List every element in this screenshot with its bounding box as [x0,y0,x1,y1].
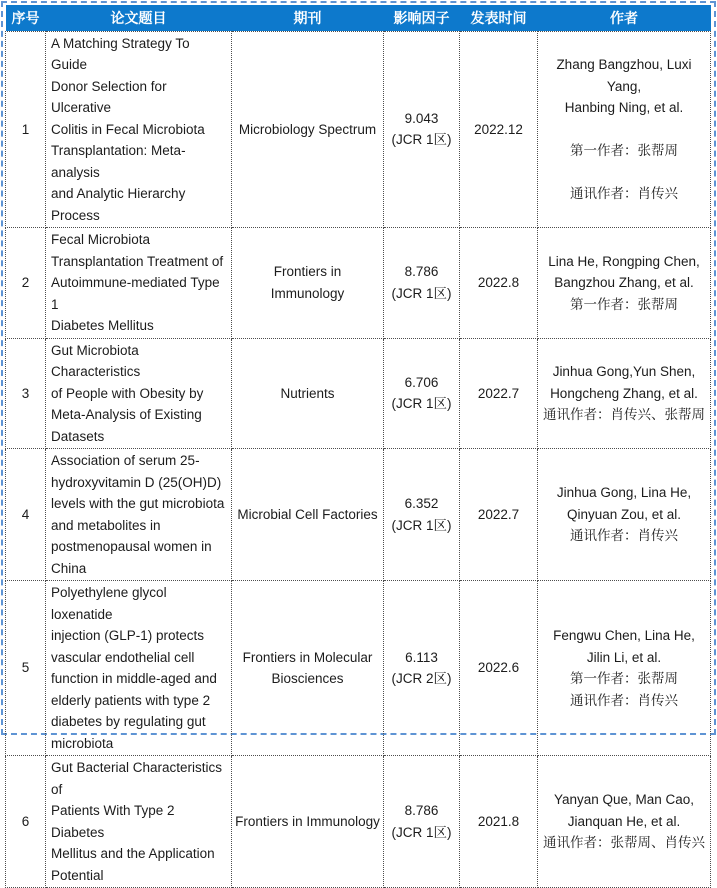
column-header-paper-title[interactable]: 论文题目 [46,5,232,31]
publish-date-cell[interactable]: 2022.6 [460,581,538,756]
row-number-cell[interactable]: 4 [6,449,46,581]
paper-title-cell[interactable]: Gut Microbiota Characteristics of People with Obesity by Meta-Analysis of Existing Datasets [46,338,232,449]
row-number-cell[interactable]: 3 [6,338,46,449]
publish-date-cell[interactable]: 2022.8 [460,228,538,339]
table-row [6,756,711,888]
column-header-journal[interactable]: 期刊 [232,5,384,31]
publish-date-cell[interactable]: 2022.12 [460,31,538,228]
papers-tbody [6,31,711,888]
paper-title-cell[interactable]: Fecal Microbiota Transplantation Treatment of Autoimmune-mediated Type 1 Diabetes Mellitus [46,228,232,339]
paper-title-cell[interactable]: A Matching Strategy To Guide Donor Selection for Ulcerative Colitis in Fecal Microbiota Transplantation: Meta-analysis and Analytic Hierarchy Process [46,31,232,228]
journal-cell[interactable]: Microbial Cell Factories [232,449,384,581]
journal-cell[interactable]: Frontiers in Molecular Biosciences [232,581,384,756]
paper-title-cell[interactable]: Polyethylene glycol loxenatide injection (GLP-1) protects vascular endothelial cell function in middle-aged and elderly patients with type 2 diabetes by regulating gut microbiota [46,581,232,756]
row-number-cell[interactable]: 6 [6,756,46,888]
table-row [6,449,711,581]
impact-factor-cell[interactable]: 9.043 (JCR 1区) [384,31,460,228]
table-row [6,338,711,449]
row-number-cell[interactable]: 2 [6,228,46,339]
authors-cell[interactable]: Jinhua Gong,Yun Shen, Hongcheng Zhang, et al. 通讯作者：肖传兴、张帮周 [538,338,711,449]
column-header-index[interactable]: 序号 [6,5,46,31]
impact-factor-cell[interactable]: 6.706 (JCR 1区) [384,338,460,449]
papers-table [5,5,711,888]
table-row [6,581,711,756]
column-header-publish-date[interactable]: 发表时间 [460,5,538,31]
table-row [6,31,711,228]
journal-cell[interactable]: Frontiers in Immunology [232,228,384,339]
journal-cell[interactable]: Microbiology Spectrum [232,31,384,228]
row-number-cell[interactable]: 1 [6,31,46,228]
impact-factor-cell[interactable]: 8.786 (JCR 1区) [384,228,460,339]
publish-date-cell[interactable]: 2022.7 [460,449,538,581]
publish-date-cell[interactable]: 2022.7 [460,338,538,449]
authors-cell[interactable]: Lina He, Rongping Chen, Bangzhou Zhang, et al. 第一作者：张帮周 [538,228,711,339]
paper-title-cell[interactable]: Gut Bacterial Characteristics of Patients With Type 2 Diabetes Mellitus and the Application Potential [46,756,232,888]
paper-title-cell[interactable]: Association of serum 25- hydroxyvitamin D (25(OH)D) levels with the gut microbiota and metabolites in postmenopausal women in China [46,449,232,581]
authors-cell[interactable]: Zhang Bangzhou, Luxi Yang, Hanbing Ning, et al. 第一作者：张帮周 通讯作者：肖传兴 [538,31,711,228]
authors-cell[interactable]: Fengwu Chen, Lina He, Jilin Li, et al. 第一作者：张帮周 通讯作者：肖传兴 [538,581,711,756]
table-header-row [6,5,711,31]
journal-cell[interactable]: Nutrients [232,338,384,449]
authors-cell[interactable]: Yanyan Que, Man Cao, Jianquan He, et al. 通讯作者：张帮周、肖传兴 [538,756,711,888]
journal-cell[interactable]: Frontiers in Immunology [232,756,384,888]
column-header-impact-factor[interactable]: 影响因子 [384,5,460,31]
impact-factor-cell[interactable]: 6.352 (JCR 1区) [384,449,460,581]
impact-factor-cell[interactable]: 6.113 (JCR 2区) [384,581,460,756]
table-row [6,228,711,339]
publish-date-cell[interactable]: 2021.8 [460,756,538,888]
authors-cell[interactable]: Jinhua Gong, Lina He, Qinyuan Zou, et al. 通讯作者：肖传兴 [538,449,711,581]
column-header-authors[interactable]: 作者 [538,5,711,31]
row-number-cell[interactable]: 5 [6,581,46,756]
selection-marquee-border [1,1,716,883]
impact-factor-cell[interactable]: 8.786 (JCR 1区) [384,756,460,888]
